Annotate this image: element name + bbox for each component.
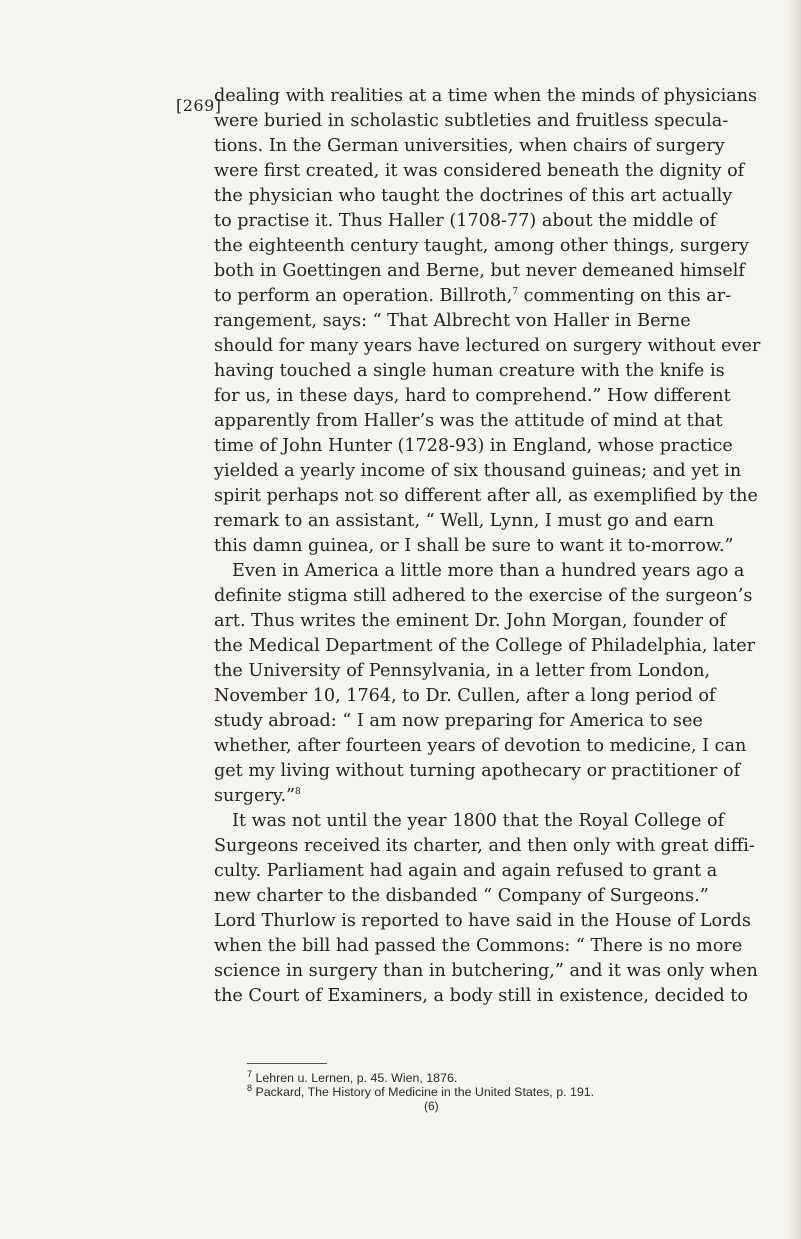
text-line: this damn guinea, or I shall be sure to want it to-morrow.” <box>214 536 734 556</box>
text-line: the physician who taught the doctrines of this art actually <box>214 186 733 206</box>
text-line: for us, in these days, hard to comprehend.” How different <box>214 386 731 406</box>
margin-page-reference: [269] <box>176 96 222 115</box>
footnote-marker: 8 <box>247 1082 253 1093</box>
page-edge-shadow <box>787 0 801 1239</box>
footnote-text: Packard, The History of Medicine in the United States, p. 191. <box>252 1085 595 1099</box>
text-line: definite stigma still adhered to the exercise of the surgeon’s <box>214 586 753 606</box>
text-line: were first created, it was considered beneath the dignity of <box>214 161 745 181</box>
text-line: spirit perhaps not so different after all, as exemplified by the <box>214 486 758 506</box>
text-line: the Medical Department of the College of Philadelphia, later <box>214 636 756 656</box>
footnote <box>247 1068 687 1085</box>
footnotes <box>247 1068 687 1099</box>
text-line: study abroad: “ I am now preparing for America to see <box>214 711 703 731</box>
page-number: (6) <box>424 1099 439 1113</box>
text-line: yielded a yearly income of six thousand guineas; and yet in <box>214 461 742 481</box>
text-line: time of John Hunter (1728-93) in England, whose practice <box>214 436 733 456</box>
text-line: Lord Thurlow is reported to have said in the House of Lords <box>214 911 751 931</box>
text-line-with-footnote-ref <box>214 284 732 309</box>
text-line: art. Thus writes the eminent Dr. John Morgan, founder of <box>214 611 726 631</box>
text-line: culty. Parliament had again and again refused to grant a <box>214 861 718 881</box>
text-line: whether, after fourteen years of devotion to medicine, I can <box>214 736 747 756</box>
text-segment: surgery.” <box>214 786 296 806</box>
text-line: Surgeons received its charter, and then only with great diffi- <box>214 836 755 856</box>
text-line: tions. In the German universities, when chairs of surgery <box>214 136 725 156</box>
footnote-reference: 8 <box>295 787 301 798</box>
text-segment: commenting on this ar- <box>518 286 732 306</box>
body-text <box>214 84 761 1009</box>
text-line: the eighteenth century taught, among other things, surgery <box>214 236 749 256</box>
footnote <box>247 1082 687 1099</box>
text-line: new charter to the disbanded “ Company of Surgeons.” <box>214 886 709 906</box>
text-line: It was not until the year 1800 that the Royal College of <box>232 811 725 831</box>
footnote-text: Lehren u. Lernen, p. 45. Wien, 1876. <box>252 1071 458 1085</box>
text-line: remark to an assistant, “ Well, Lynn, I must go and earn <box>214 511 714 531</box>
text-line: should for many years have lectured on surgery without ever <box>214 336 761 356</box>
text-line: when the bill had passed the Commons: “ There is no more <box>214 936 743 956</box>
text-line: apparently from Haller’s was the attitude of mind at that <box>214 411 723 431</box>
text-line: dealing with realities at a time when the minds of physicians <box>214 86 758 106</box>
text-line: to practise it. Thus Haller (1708-77) about the middle of <box>214 211 717 231</box>
text-line: November 10, 1764, to Dr. Cullen, after a long period of <box>214 686 716 706</box>
text-segment: to perform an operation. Billroth, <box>214 286 513 306</box>
text-line: get my living without turning apothecary or practitioner of <box>214 761 741 781</box>
footnote-marker: 7 <box>247 1068 253 1079</box>
text-line: both in Goettingen and Berne, but never demeaned himself <box>214 261 745 281</box>
text-line-with-footnote-ref <box>214 784 668 809</box>
footnote-divider <box>247 1063 327 1064</box>
text-line: the Court of Examiners, a body still in existence, decided to <box>214 986 748 1006</box>
text-line: having touched a single human creature with the knife is <box>214 361 725 381</box>
text-line: science in surgery than in butchering,” and it was only when <box>214 961 758 981</box>
text-line: the University of Pennsylvania, in a letter from London, <box>214 661 711 681</box>
footnote-reference: 7 <box>512 287 519 298</box>
text-line: were buried in scholastic subtleties and fruitless specula- <box>214 111 729 131</box>
text-line: Even in America a little more than a hundred years ago a <box>232 561 745 581</box>
text-line: rangement, says: “ That Albrecht von Haller in Berne <box>214 311 691 331</box>
